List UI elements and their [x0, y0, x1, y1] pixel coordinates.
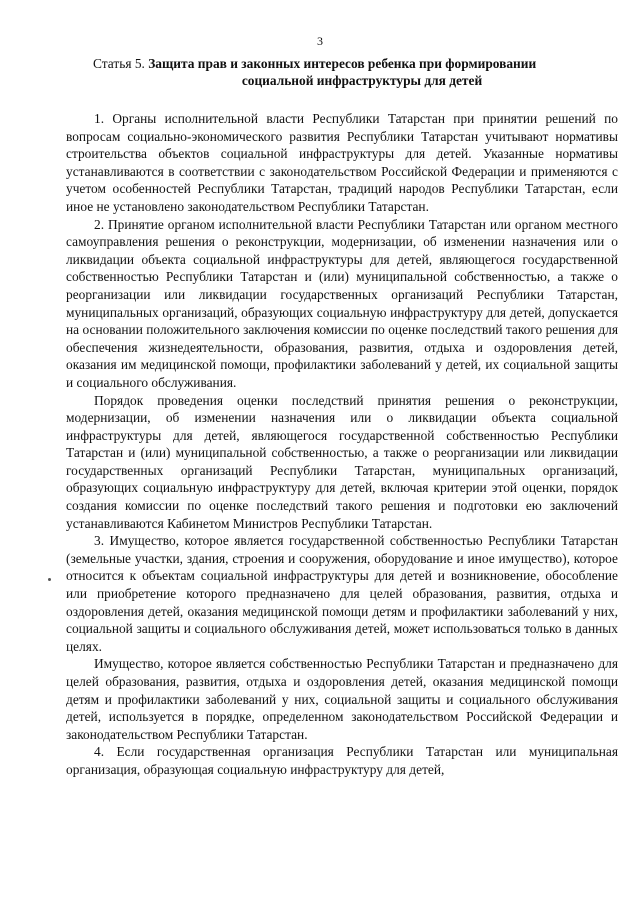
paragraph-2: 2. Принятие органом исполнительной власти Республики Татарстан или органом местного самоуправления решения о реконструкции, модернизации, об изменении назначения или о ликвидации объекта социальной инфраструктуры для детей, являющегося государственной собственностью Республики Татарстан и (или) муниципальной собственностью, а также о реорганизации или ликвидации государственных организаций Республики Татарстан, муниципальных организаций, образующих социальную инфраструктуру для детей, допускается на основании положительного заключения комиссии по оценке последствий такого решения для обеспечения жизнедеятельности, образования, развития, отдыха и оздоровления детей, оказания им медицинской помощи, профилактики заболеваний у детей, их социальной защиты и социального обслуживания.: [66, 216, 618, 390]
paragraph-4: 4. Если государственная организация Республики Татарстан или муниципальная организация, образующая социальную инфраструктуру для детей,: [66, 744, 618, 777]
paragraph-3: 3. Имущество, которое является государственной собственностью Республики Татарстан (земельные участки, здания, строения и сооружения, оборудование и иное имущество), которое относится к объектам социальной инфраструктуры для детей и возникновение, обособление или приобретение которого предназначено для целей образования, развития, отдыха и оздоровления детей, оказания медицинской помощи детям и профилактики заболеваний у них, социальной защиты и социального обслуживания детей, может использоваться только в данных целях.: [66, 533, 618, 654]
margin-dot: [48, 578, 51, 581]
paragraph-3-property: Имущество, которое является собственностью Республики Татарстан и предназначено для целей образования, развития, отдыха и оздоровления детей, оказания медицинской помощи детям и профилактики заболеваний у них, социальной защиты и социального обслуживания детей, используется в порядке, определенном законодательством Российской Федерации и законодательством Республики Татарстан.: [66, 656, 618, 742]
paragraph-2-procedure: Порядок проведения оценки последствий принятия решения о реконструкции, модернизации, об изменении назначения или о ликвидации объекта социальной инфраструктуры для детей, являющегося государственной собственностью Республики Татарстан и (или) муниципальной собственностью, а также о реорганизации или ликвидации государственных организаций Республики Татарстан, муниципальных организаций, образующих социальную инфраструктуру для детей, включая критерии этой оценки, порядок создания комиссии по оценке последствий такого решения и подготовки ею заключений устанавливаются Кабинетом Министров Республики Татарстан.: [66, 392, 618, 531]
article-body: [66, 110, 618, 779]
article-heading: [93, 55, 621, 89]
article-title-line1: Защита прав и законных интересов ребенка при формировании: [148, 56, 537, 71]
article-label: Статья 5.: [93, 56, 149, 71]
article-title-line2: социальной инфраструктуры для детей: [241, 73, 483, 88]
paragraph-1: 1. Органы исполнительной власти Республики Татарстан при принятии решений по вопросам социально-экономического развития Республики Татарстан учитывают нормативы строительства объектов социальной инфраструктуры для детей. Указанные нормативы устанавливаются в соответствии с законодательством Российской Федерации и применяются с учетом особенностей Республики Татарстан, традиций народов Республики Татарстан, если иное не установлено законодательством Республики Татарстан.: [66, 111, 618, 214]
page-number: 3: [317, 34, 323, 48]
